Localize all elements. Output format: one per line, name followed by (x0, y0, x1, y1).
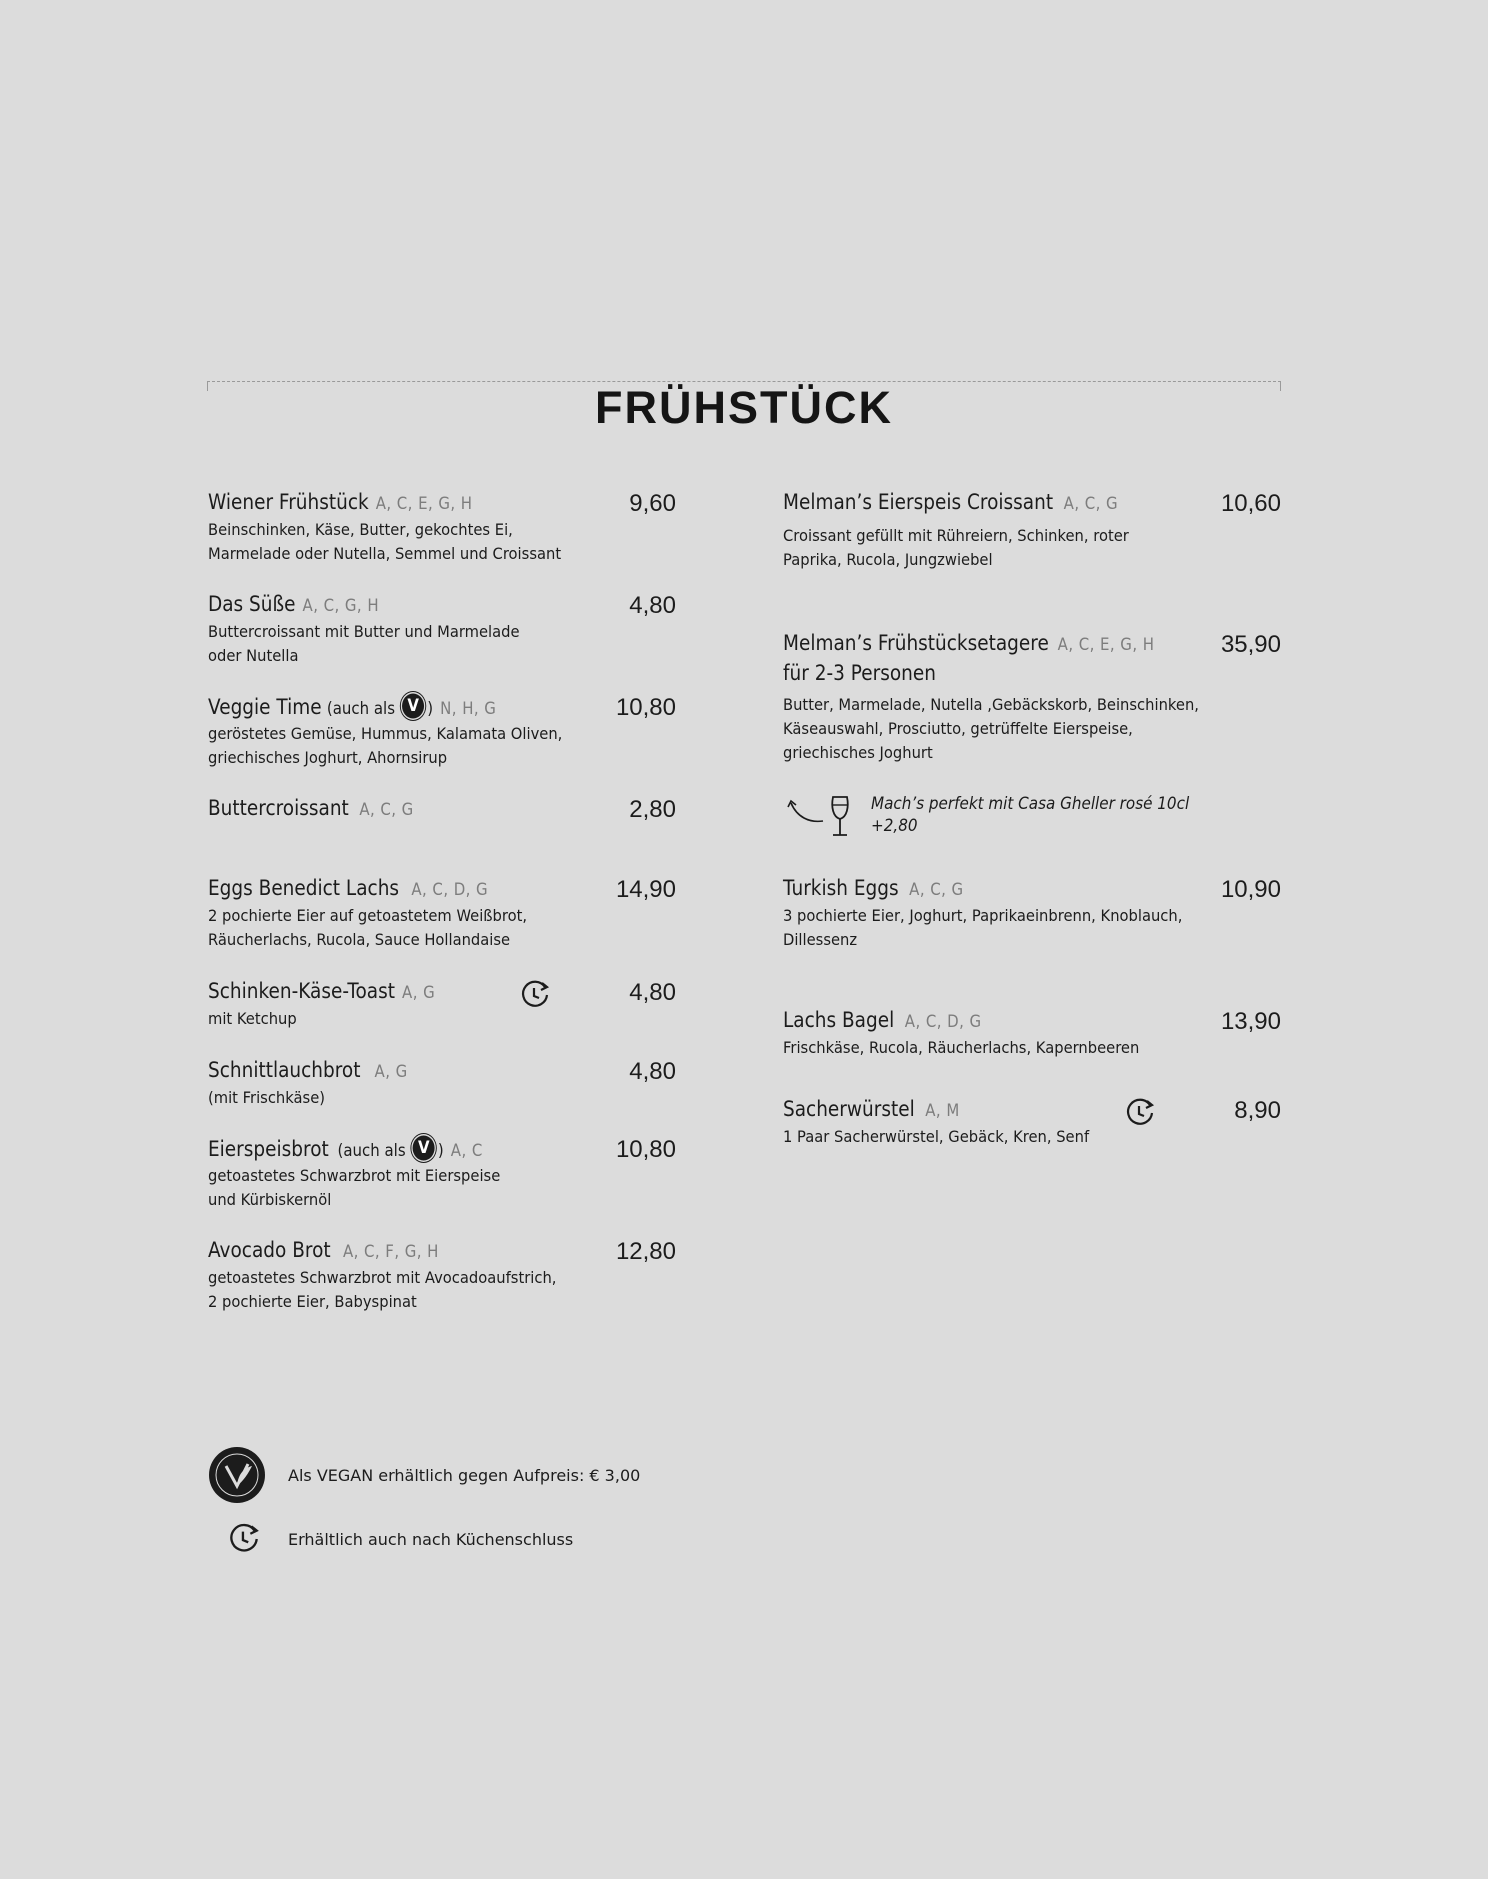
item-allergens: A, C, G (909, 880, 964, 900)
item-allergens: A, C, G (1063, 494, 1119, 514)
menu-item (783, 631, 1281, 765)
menu-item (783, 1008, 1281, 1060)
menu-item (208, 694, 676, 770)
item-allergens: A, C, G (359, 800, 414, 820)
item-price: 10,80 (615, 1136, 676, 1163)
item-description: getoastetes Schwarzbrot mit Eierspeise und Kürbiskernöl (208, 1166, 501, 1209)
vegan-seal-icon (208, 1446, 266, 1504)
clock-icon (226, 1522, 262, 1554)
item-name: Buttercroissant (208, 796, 349, 820)
item-vegan-option-close: ) (437, 1141, 444, 1161)
item-allergens: A, C, D, G (904, 1012, 982, 1032)
wine-pairing-text: Mach’s perfekt mit Casa Gheller rosé 10cl +2,80 (871, 794, 1190, 835)
legend-vegan (208, 1446, 641, 1509)
item-description: Croissant gefüllt mit Rühreiern, Schinken, roter Paprika, Rucola, Jungzwiebel (783, 526, 1129, 569)
item-description: mit Ketchup (208, 1009, 297, 1028)
menu-item (208, 1238, 676, 1314)
item-price: 2,80 (629, 796, 676, 823)
item-name: Lachs Bagel (783, 1008, 895, 1032)
item-description: Beinschinken, Käse, Butter, gekochtes Ei, Marmelade oder Nutella, Semmel und Croissant (208, 520, 562, 563)
item-description: Buttercroissant mit Butter und Marmelade oder Nutella (208, 622, 520, 665)
item-description: 3 pochierte Eier, Joghurt, Paprikaeinbrenn, Knoblauch, Dillessenz (783, 906, 1183, 949)
item-description: 1 Paar Sacherwürstel, Gebäck, Kren, Senf (783, 1127, 1090, 1146)
item-name: Schnittlauchbrot (208, 1058, 361, 1082)
item-price: 8,90 (1234, 1097, 1281, 1124)
menu-item (208, 1136, 676, 1212)
clock-icon (518, 979, 552, 1009)
item-allergens: A, C (450, 1141, 483, 1161)
item-allergens: A, G (402, 983, 436, 1003)
wine-glass-icon (787, 795, 863, 841)
item-name: Melman’s Frühstücksetagere (783, 631, 1049, 655)
item-allergens: N, H, G (440, 699, 497, 719)
item-price: 35,90 (1220, 631, 1281, 658)
item-price: 4,80 (629, 979, 676, 1006)
item-subtitle: für 2-3 Personen (783, 661, 936, 685)
menu-item (208, 490, 676, 566)
menu-item (783, 1097, 1281, 1149)
item-vegan-option-label: (auch als (326, 699, 395, 719)
item-name: Schinken-Käse-Toast (208, 979, 395, 1003)
item-price: 10,60 (1220, 490, 1281, 517)
item-name: Wiener Frühstück (208, 490, 369, 514)
item-allergens: A, C, G, H (302, 596, 380, 616)
item-name: Melman’s Eierspeis Croissant (783, 490, 1054, 514)
item-price: 10,90 (1220, 876, 1281, 903)
item-price: 12,80 (615, 1238, 676, 1265)
item-price: 10,80 (615, 694, 676, 721)
menu-item (783, 876, 1281, 952)
item-vegan-option-close: ) (427, 699, 434, 719)
vegan-icon: V (401, 692, 426, 720)
menu-item (208, 796, 676, 824)
item-name: Eggs Benedict Lachs (208, 876, 400, 900)
item-allergens: A, C, E, G, H (1057, 635, 1155, 655)
item-description: Frischkäse, Rucola, Räucherlachs, Kapernbeeren (783, 1038, 1140, 1057)
menu-item (783, 490, 1281, 572)
item-price: 13,90 (1220, 1008, 1281, 1035)
item-allergens: A, C, F, G, H (342, 1242, 439, 1262)
menu-item (208, 876, 676, 952)
item-price: 14,90 (615, 876, 676, 903)
item-description: getoastetes Schwarzbrot mit Avocadoaufstrich, 2 pochierte Eier, Babyspinat (208, 1268, 557, 1311)
item-price: 9,60 (629, 490, 676, 517)
menu-item (208, 1058, 676, 1110)
item-allergens: A, C, E, G, H (375, 494, 473, 514)
clock-icon (1123, 1097, 1157, 1127)
item-price: 4,80 (629, 1058, 676, 1085)
vegan-icon: V (412, 1134, 437, 1162)
item-name: Avocado Brot (208, 1238, 331, 1262)
item-allergens: A, C, D, G (411, 880, 489, 900)
legend-vegan-text: Als VEGAN erhältlich gegen Aufpreis: € 3,00 (288, 1466, 641, 1485)
item-description: 2 pochierte Eier auf getoastetem Weißbrot, Räucherlachs, Rucola, Sauce Hollandaise (208, 906, 528, 949)
item-name: Das Süße (208, 592, 296, 616)
item-vegan-option-label: (auch als (337, 1141, 406, 1161)
item-description: Butter, Marmelade, Nutella ,Gebäckskorb, Beinschinken, Käseauswahl, Prosciutto, getrüffelte Eierspeise, griechisches Joghurt (783, 695, 1199, 762)
legend-after-hours-text: Erhältlich auch nach Küchenschluss (288, 1530, 574, 1549)
item-name: Eierspeisbrot (208, 1137, 329, 1161)
item-price: 4,80 (629, 592, 676, 619)
menu-item (208, 592, 676, 668)
item-name: Sacherwürstel (783, 1097, 915, 1121)
menu-item (208, 979, 676, 1031)
item-name: Veggie Time (208, 695, 322, 719)
page-title: FRÜHSTÜCK (595, 382, 893, 433)
item-description: (mit Frischkäse) (208, 1088, 326, 1107)
item-description: geröstetes Gemüse, Hummus, Kalamata Oliven, griechisches Joghurt, Ahornsirup (208, 724, 563, 767)
item-allergens: A, G (374, 1062, 408, 1082)
item-name: Turkish Eggs (783, 876, 899, 900)
item-allergens: A, M (925, 1101, 960, 1121)
